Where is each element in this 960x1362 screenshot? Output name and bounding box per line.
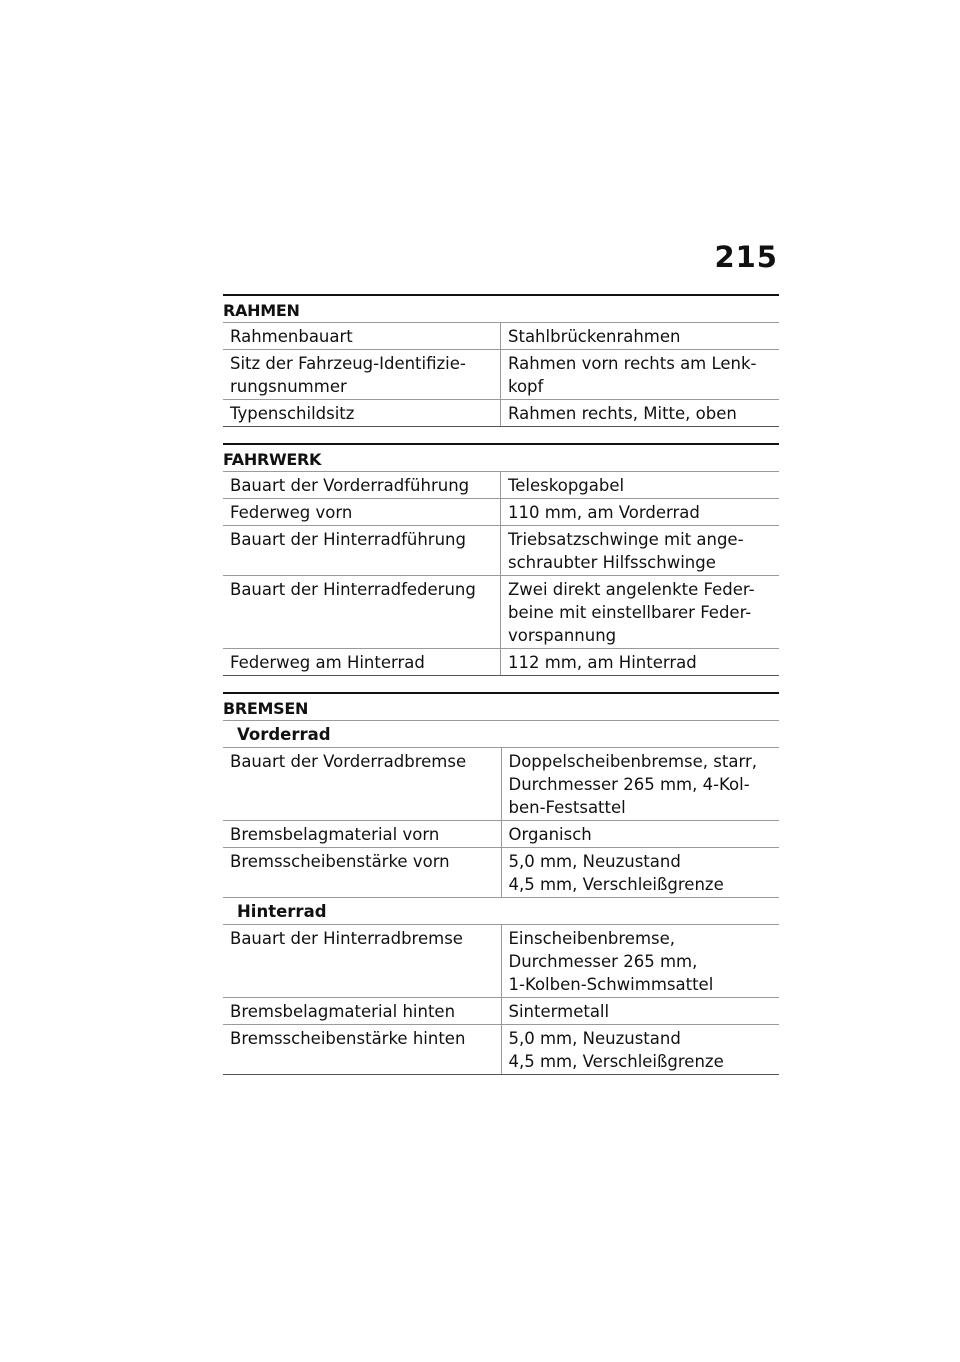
- spec-label: Bauart der Hinterradfederung: [223, 576, 501, 649]
- spec-value: 112 mm, am Hinterrad: [501, 649, 780, 676]
- subgroup-row: [223, 898, 779, 925]
- table-row: [223, 350, 779, 400]
- spec-label: Bauart der Vorderradbremse: [223, 748, 501, 821]
- subgroup-row: [223, 721, 779, 748]
- spec-value: Zwei direkt angelenkte Feder- beine mit einstellbarer Feder- vorspannung: [501, 576, 780, 649]
- subgroup-title: Vorderrad: [223, 721, 779, 748]
- spec-label: Bauart der Hinterradbremse: [223, 925, 501, 998]
- spec-value: Sintermetall: [501, 998, 779, 1025]
- spec-label: Bauart der Vorderradführung: [223, 472, 501, 499]
- spec-label: Rahmenbauart: [223, 323, 501, 350]
- table-row: [223, 998, 779, 1025]
- subgroup-title: Hinterrad: [223, 898, 779, 925]
- page-number: 215: [714, 240, 778, 274]
- spec-value: Rahmen rechts, Mitte, oben: [501, 400, 780, 427]
- table-row: [223, 472, 779, 499]
- spec-label: Sitz der Fahrzeug-Identifizie- rungsnummer: [223, 350, 501, 400]
- spec-label: Federweg vorn: [223, 499, 501, 526]
- spec-value: 110 mm, am Vorderrad: [501, 499, 780, 526]
- spec-table: [223, 471, 779, 676]
- spec-label: Bremsbelagmaterial hinten: [223, 998, 501, 1025]
- spec-value: 5,0 mm, Neuzustand 4,5 mm, Verschleißgrenze: [501, 1025, 779, 1075]
- table-row: [223, 848, 779, 898]
- table-row: [223, 576, 779, 649]
- table-row: [223, 499, 779, 526]
- section-title: RAHMEN: [223, 294, 779, 322]
- table-row: [223, 925, 779, 998]
- spec-label: Typenschildsitz: [223, 400, 501, 427]
- spec-label: Bauart der Hinterradführung: [223, 526, 501, 576]
- spec-label: Bremsscheibenstärke hinten: [223, 1025, 501, 1075]
- spec-value: Stahlbrückenrahmen: [501, 323, 780, 350]
- table-row: [223, 526, 779, 576]
- section-fahrwerk: [223, 443, 779, 676]
- table-row: [223, 323, 779, 350]
- section-title: BREMSEN: [223, 692, 779, 720]
- table-row: [223, 821, 779, 848]
- spec-table: [223, 720, 779, 1075]
- table-row: [223, 649, 779, 676]
- section-bremsen: [223, 692, 779, 1075]
- section-title: FAHRWERK: [223, 443, 779, 471]
- spec-content: [223, 294, 779, 1091]
- spec-value: Doppelscheibenbremse, starr, Durchmesser 265 mm, 4-Kol- ben-Festsattel: [501, 748, 779, 821]
- spec-label: Bremsbelagmaterial vorn: [223, 821, 501, 848]
- table-row: [223, 1025, 779, 1075]
- spec-value: Organisch: [501, 821, 779, 848]
- spec-label: Bremsscheibenstärke vorn: [223, 848, 501, 898]
- section-rahmen: [223, 294, 779, 427]
- spec-value: Triebsatzschwinge mit ange- schraubter Hilfsschwinge: [501, 526, 780, 576]
- spec-value: Einscheibenbremse, Durchmesser 265 mm, 1-Kolben-Schwimmsattel: [501, 925, 779, 998]
- spec-value: Rahmen vorn rechts am Lenk- kopf: [501, 350, 780, 400]
- table-row: [223, 400, 779, 427]
- spec-value: Teleskopgabel: [501, 472, 780, 499]
- table-row: [223, 748, 779, 821]
- spec-value: 5,0 mm, Neuzustand 4,5 mm, Verschleißgrenze: [501, 848, 779, 898]
- spec-table: [223, 322, 779, 427]
- spec-label: Federweg am Hinterrad: [223, 649, 501, 676]
